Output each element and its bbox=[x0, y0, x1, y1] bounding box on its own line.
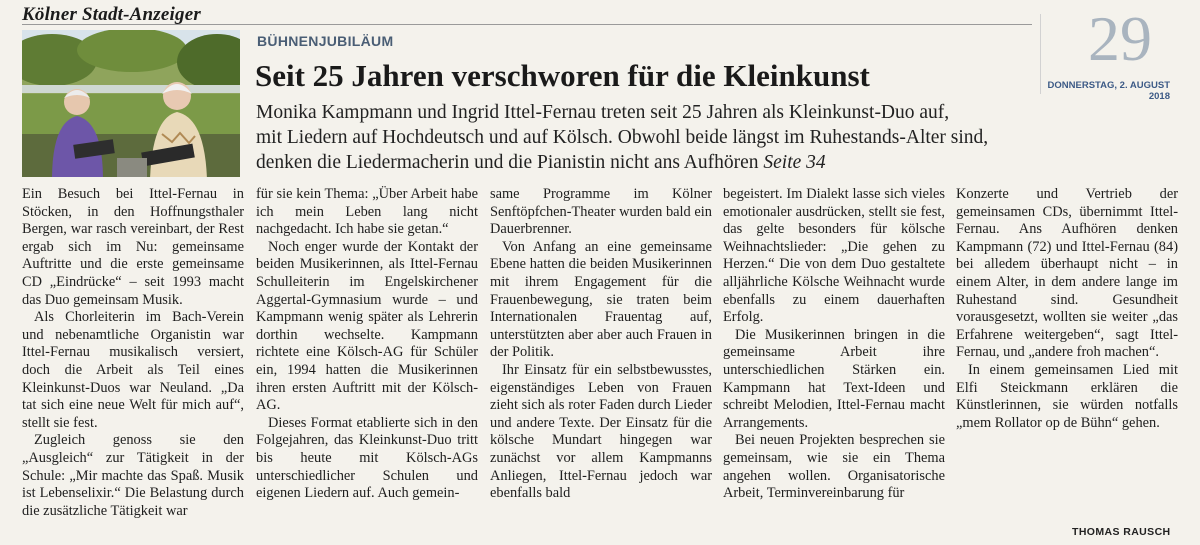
paragraph: same Programme im Kölner Senftöpfchen-Theater wurden bald ein Dauerbrenner. bbox=[490, 186, 712, 238]
article-teaser bbox=[256, 100, 1106, 175]
paragraph: Noch enger wurde der Kontakt der beiden Musikerinnen, als Ittel-Fernau Schulleiterin im Engelskirchener Aggertal-Gymnasium wurde – und Kampmann wenig später als Lehrerin dorthin wechselte. Kampmann richtete eine Kölsch-AG für Schüler ein, 1994 hatten die Musikerinnen ihren ersten Auftritt mit der Kölsch-AG. bbox=[256, 238, 478, 414]
masthead-rule bbox=[22, 24, 1032, 25]
teaser-text: denken die Liedermacherin und die Pianistin nicht ans Aufhören bbox=[256, 152, 759, 173]
paragraph: Von Anfang an eine gemeinsame Ebene hatten die beiden Musikerinnen mit ihrem Engagement für die Frauenbewegung, sie traten beim Internationalen Frauentag auf, unterstützten aber aber auch Frauen in der Politik. bbox=[490, 238, 712, 361]
masthead-logo: Kölner Stadt-Anzeiger bbox=[22, 4, 201, 25]
paragraph: Konzerte und Vertrieb der gemeinsamen CDs, übernimmt Ittel-Fernau. Ans Aufhören denken Kampmann (72) und Ittel-Fernau (84) bei alledem überhaupt nicht – in einem Alter, in dem andere lange im Ruhestand sind. Gesundheit vorausgesetzt, wollten sie weiter „das Erfahrene weitergeben“, sagt Ittel-Fernau, und „andere froh machen“. bbox=[956, 186, 1178, 361]
article-photo bbox=[22, 30, 240, 177]
issue-date: DONNERSTAG, 2. AUGUST 2018 bbox=[1047, 80, 1170, 102]
paragraph: Ihr Einsatz für ein selbstbewusstes, eigenständiges Leben von Frauen zieht sich als roter Faden durch Lieder und andere Texte. Der Einsatz für die kölsche Mundart hingegen war zunächst vor allem Kampmanns Anliegen, Ittel-Fernau jedoch war ebenfalls bald bbox=[490, 361, 712, 502]
article-column-4 bbox=[723, 186, 945, 503]
article-column-3 bbox=[490, 186, 712, 503]
article-kicker: BÜHNENJUBILÄUM bbox=[257, 33, 394, 49]
paragraph: In einem gemeinsamen Lied mit Elfi Steickmann erklären die Künstlerinnen, sie würden notfalls „mem Rollator op de Bühn“ gehen. bbox=[956, 361, 1178, 431]
teaser-line: Monika Kampmann und Ingrid Ittel-Fernau treten seit 25 Jahren als Kleinkunst-Duo auf, bbox=[256, 102, 950, 123]
paragraph: begeistert. Im Dialekt lasse sich vieles emotionaler ausdrücken, stellt sie fest, das gelte besonders für kölsche Weihnachtslieder: „Die gehen zu Herzen.“ Die von dem Duo gestaltete alljährliche Kölsche Weihnacht wurde ebenfalls zu einem dauerhaften Erfolg. bbox=[723, 186, 945, 326]
paragraph: Zugleich genoss sie den „Ausgleich“ zur Tätigkeit in der Schule: „Mir machte das Spaß. Musik ist Lebenselixir.“ Die Belastung durch die zusätzliche Tätigkeit war bbox=[22, 432, 244, 519]
paragraph: Ein Besuch bei Ittel-Fernau in Stöcken, in den Hoffnungsthaler Bergen, war rasch vereinbart, der Rest ergab sich im Nu: gemeinsame Auftritte und die erste gemeinsame CD „Eindrücke“ – seit 1993 macht das Duo gemeinsam Musik. bbox=[22, 186, 244, 308]
article-headline: Seit 25 Jahren verschworen für die Kleinkunst bbox=[255, 58, 870, 93]
author-byline: THOMAS RAUSCH bbox=[1072, 526, 1171, 538]
paragraph: Als Chorleiterin im Bach-Verein und nebenamtliche Organistin war Ittel-Fernau musikalisch versiert, doch die Arbeit als Teil eines Kleinkunst-Duos war Neuland. „Da tat sich eine neue Welt für mich auf“, stellt sie fest. bbox=[22, 309, 244, 431]
teaser-line: mit Liedern auf Hochdeutsch und auf Kölsch. Obwohl beide längst im Ruhestands-Alter sind, bbox=[256, 127, 989, 148]
page-reference: Seite 34 bbox=[763, 152, 826, 173]
article-column-1 bbox=[22, 186, 244, 520]
paragraph: Die Musikerinnen bringen in die gemeinsame Arbeit ihre unterschiedlichen Stärken ein. Kampmann hat Text-Ideen und schreibt Melodien, Ittel-Fernau macht Arrangements. bbox=[723, 326, 945, 431]
page-number: 29 bbox=[1088, 3, 1152, 74]
paragraph: Dieses Format etablierte sich in den Folgejahren, das Kleinkunst-Duo tritt bis heute mit Kölsch-AGs unterschiedlicher Schulen und eigenen Liedern auf. Auch gemein- bbox=[256, 414, 478, 502]
article-column-5 bbox=[956, 186, 1178, 432]
article-column-2 bbox=[256, 186, 478, 503]
paragraph: für sie kein Thema: „Über Arbeit habe ich mein Leben lang nicht nachgedacht. Ich habe sie getan.“ bbox=[256, 186, 478, 238]
paragraph: Bei neuen Projekten besprechen sie gemeinsam, wie sie ein Thema angehen wollen. Organisatorische Arbeit, Terminvereinbarung für bbox=[723, 432, 945, 502]
teaser-line bbox=[256, 150, 1106, 175]
